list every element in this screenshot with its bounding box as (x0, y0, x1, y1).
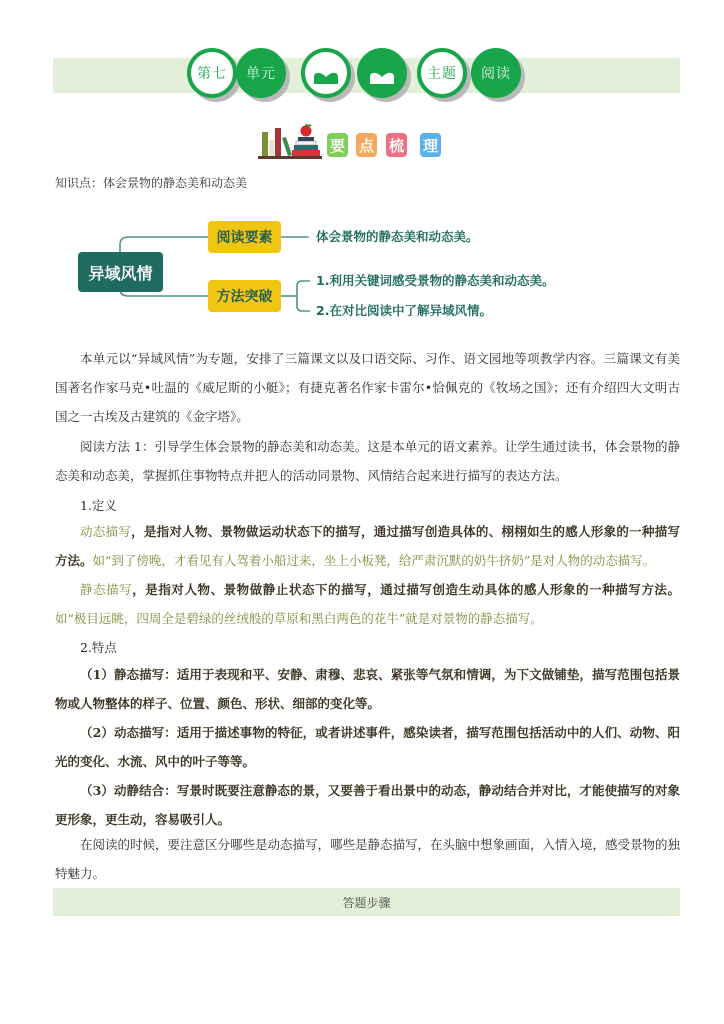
books-icon (258, 124, 324, 160)
mind-map-branch-method: 方法突破 (208, 280, 281, 312)
static-description-paragraph (55, 575, 680, 633)
dynamic-definition: ，是指对人物、景物做运动状态下的描写，通过描写创造具体的、栩栩如生的感人形象的一种描写方法。 (55, 524, 680, 568)
banner-circle-label: 阅读 (481, 66, 511, 82)
header-tag-char: 梳 (388, 136, 404, 155)
header-tag-dian (356, 133, 377, 157)
header-tag-li (420, 133, 441, 157)
features-heading: 2.特点 (80, 640, 117, 655)
intro-paragraph: 本单元以“异域风情”为专题，安排了三篇课文以及口语交际、习作、语文园地等项教学内容。三篇课文有美国著名作家马克•吐温的《威尼斯的小艇》；有捷克著名作家卡雷尔•恰佩克的《牧场之国》；还有介绍四大文明古国之一古埃及古建筑的《金字塔》。 (55, 351, 680, 424)
feature-dynamic: （2）动态描写：适用于描述事物的特征，或者讲述事件，感染读者，描写范围包括活动中的人们、动物、阳光的变化、水流、风中的叶子等等。 (55, 725, 680, 769)
banner-circle-topic (417, 48, 467, 98)
method-paragraph: 阅读方法 1：引导学生体会景物的静态美和动态美。这是本单元的语文素养。让学生通过读书，体会景物的静态美和动态美，掌握抓住事物特点并把人的活动同景物、风情结合起来进行描写的表达方法。 (55, 439, 680, 483)
hill-icon (313, 71, 339, 85)
banner-circle-label: 主题 (427, 66, 457, 82)
dynamic-term: 动态描写 (80, 524, 132, 539)
header-tag-char: 理 (422, 136, 438, 155)
mind-map-branch-reading-element: 阅读要素 (208, 221, 281, 253)
knowledge-point: 知识点：体会景物的静态美和动态美 (55, 176, 248, 190)
banner-circle-label: 单元 (246, 66, 276, 82)
banner-circle-unit (236, 48, 286, 98)
definition-heading: 1.定义 (80, 498, 117, 513)
banner-circle-reading (471, 48, 521, 98)
conclusion-paragraph: 在阅读的时候，要注意区分哪些是动态描写，哪些是静态描写，在头脑中想象画面，入情入境，感受景物的独特魅力。 (55, 837, 681, 881)
dynamic-example: 如“到了傍晚，才看见有人驾着小船过来，坐上小板凳，给严肃沉默的奶牛挤奶”是对人物的动态描写。 (92, 553, 656, 568)
answer-steps-band (53, 888, 680, 916)
banner-circle-label: 第七 (197, 66, 227, 82)
mind-map-leaf: 体会景物的静态美和动态美。 (316, 229, 479, 244)
answer-steps-label: 答题步骤 (342, 895, 391, 910)
header-tag-yao (327, 133, 348, 157)
banner-circle-unit-number (187, 48, 237, 98)
header-tag-char: 要 (329, 136, 345, 155)
mind-map-root: 异域风情 (78, 252, 163, 292)
header-tag-char: 点 (358, 136, 374, 155)
dynamic-description-paragraph (55, 517, 680, 575)
feature-combined: （3）动静结合：写景时既要注意静态的景，又要善于看出景中的动态，静动结合并对比，才能使描写的对象更形象，更生动，容易吸引人。 (55, 783, 680, 827)
mind-map-leaf: 1.利用关键词感受景物的静态美和动态美。 (316, 273, 555, 288)
header-tag-shu (386, 133, 407, 157)
static-example: 如“极目远眺，四周全是碧绿的丝绒般的草原和黑白两色的花牛”就是对景物的静态描写。 (55, 611, 543, 626)
banner-circle-theme-2 (357, 48, 407, 98)
static-definition: ，是指对人物、景物做静止状态下的描写，通过描写创造生动具体的感人形象的一种描写方法。 (132, 582, 680, 597)
mind-map-leaf: 2.在对比阅读中了解异域风情。 (316, 303, 492, 318)
hill-icon (369, 71, 395, 85)
banner-circle-theme-1 (301, 48, 351, 98)
static-term: 静态描写 (80, 582, 133, 597)
feature-static: （1）静态描写：适用于表现和平、安静、肃穆、悲哀、紧张等气氛和情调，为下文做铺垫，描写范围包括景物或人物整体的样子、位置、颜色、形状、细部的变化等。 (55, 667, 680, 711)
